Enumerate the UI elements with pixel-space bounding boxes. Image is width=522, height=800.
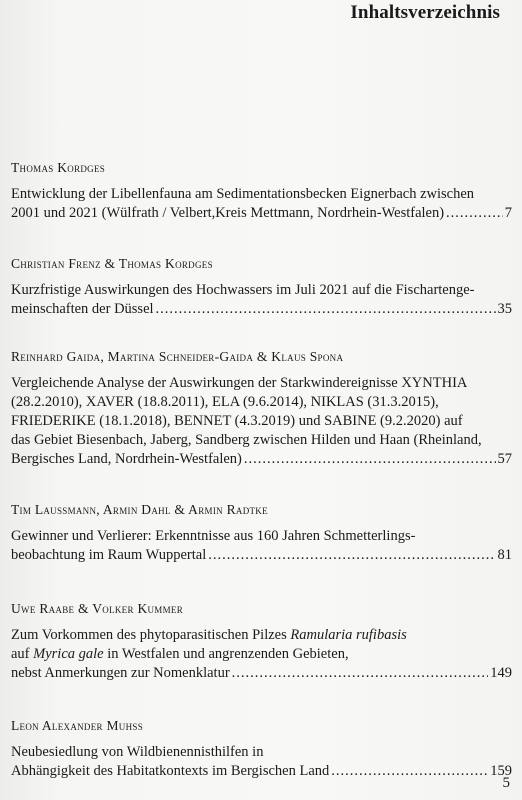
species-name: Ramularia rufibasis xyxy=(290,627,407,643)
leader-dots xyxy=(331,762,488,781)
toc-entry-last-line xyxy=(11,664,512,683)
toc-entry xyxy=(11,256,512,319)
toc-entry-title-line: meinschaften der Düssel xyxy=(11,301,154,317)
leader-dots xyxy=(156,300,496,319)
toc-entry-page-number: 7 xyxy=(504,205,512,221)
toc-entry-title-line: (28.2.2010), XAVER (18.8.2011), ELA (9.6.2014), NIKLAS (31.3.2015), xyxy=(11,394,439,410)
toc-entry-title xyxy=(11,626,512,683)
toc-entry-title xyxy=(11,281,512,319)
toc-entry-authors: Leon Alexander Muhss xyxy=(11,718,144,733)
toc-entry-title-line: 2001 und 2021 (Wülfrath / Velbert,Kreis Mettmann, Nordrhein-Westfalen) xyxy=(11,205,445,221)
title-text: Zum Vorkommen des phytoparasitischen Pilzes xyxy=(11,627,291,643)
page-number: 5 xyxy=(502,775,510,791)
toc-entry-authors: Christian Frenz & Thomas Kordges xyxy=(11,256,213,271)
toc-entry-title xyxy=(11,185,512,223)
toc-entry-title-line: Vergleichende Analyse der Auswirkungen der Starkwindereignisse XYNTHIA xyxy=(11,375,468,391)
toc-entry-title-line xyxy=(11,626,512,645)
toc-entry-last-line xyxy=(11,300,512,319)
toc-entry-title-line: nebst Anmerkungen zur Nomenklatur xyxy=(11,665,230,681)
title-text: in Westfalen und angrenzenden Gebieten, xyxy=(103,646,349,662)
toc-entry-last-line xyxy=(11,204,512,223)
toc-entry-title-line: Abhängigkeit des Habitatkontexts im Bergischen Land xyxy=(11,763,330,779)
toc-entry-title-line: beobachtung im Raum Wuppertal xyxy=(11,547,207,563)
toc-entry-last-line xyxy=(11,546,512,565)
toc-entry xyxy=(11,601,512,683)
toc-entry-last-line xyxy=(11,762,512,781)
toc-entry-title-line: Entwicklung der Libellenfauna am Sedimentationsbecken Eignerbach zwischen xyxy=(11,186,475,202)
toc-entry xyxy=(11,349,512,469)
toc-entry xyxy=(11,160,512,223)
toc-entry xyxy=(11,718,512,781)
toc-entry-title xyxy=(11,527,512,565)
toc-entry xyxy=(11,502,512,565)
toc-entry-title-line: Neubesiedlung von Wildbienennisthilfen in xyxy=(11,744,264,760)
toc-entry-title xyxy=(11,374,512,469)
leader-dots xyxy=(232,664,489,683)
toc-entry-authors: Uwe Raabe & Volker Kummer xyxy=(11,601,184,616)
toc-entry-authors: Reinhard Gaida, Martina Schneider-Gaida & Klaus Spona xyxy=(11,349,344,364)
toc-entry-title-line: FRIEDERIKE (18.1.2018), BENNET (4.3.2019) und SABINE (9.2.2020) auf xyxy=(11,413,463,429)
toc-entry-title-line: Bergisches Land, Nordrhein-Westfalen) xyxy=(11,451,242,467)
title-text: auf xyxy=(11,646,34,662)
toc-entry-title-line: das Gebiet Biesenbach, Jaberg, Sandberg zwischen Hilden und Haan (Rheinland, xyxy=(11,432,482,448)
toc-entry-authors: Thomas Kordges xyxy=(11,160,106,175)
toc-entry-authors: Tim Laussmann, Armin Dahl & Armin Radtke xyxy=(11,502,268,517)
toc-entry-title-line: Gewinner und Verlierer: Erkenntnisse aus 160 Jahren Schmetterlings- xyxy=(11,528,416,544)
leader-dots xyxy=(446,204,503,223)
toc-entry-page-number: 57 xyxy=(497,451,512,467)
species-name: Myrica gale xyxy=(33,646,104,662)
page-heading: Inhaltsverzeichnis xyxy=(350,2,500,23)
leader-dots xyxy=(244,450,496,469)
toc-entry-page-number: 35 xyxy=(497,301,512,317)
toc-entry-last-line xyxy=(11,450,512,469)
toc-entry-title-line: Kurzfristige Auswirkungen des Hochwassers im Juli 2021 auf die Fischartenge- xyxy=(11,282,475,298)
toc-entry-title-line xyxy=(11,645,512,664)
toc-entry-title xyxy=(11,743,512,781)
toc-entry-page-number: 159 xyxy=(490,763,512,779)
toc-entry-page-number: 81 xyxy=(497,547,512,563)
leader-dots xyxy=(208,546,495,565)
toc-entry-page-number: 149 xyxy=(490,665,512,681)
